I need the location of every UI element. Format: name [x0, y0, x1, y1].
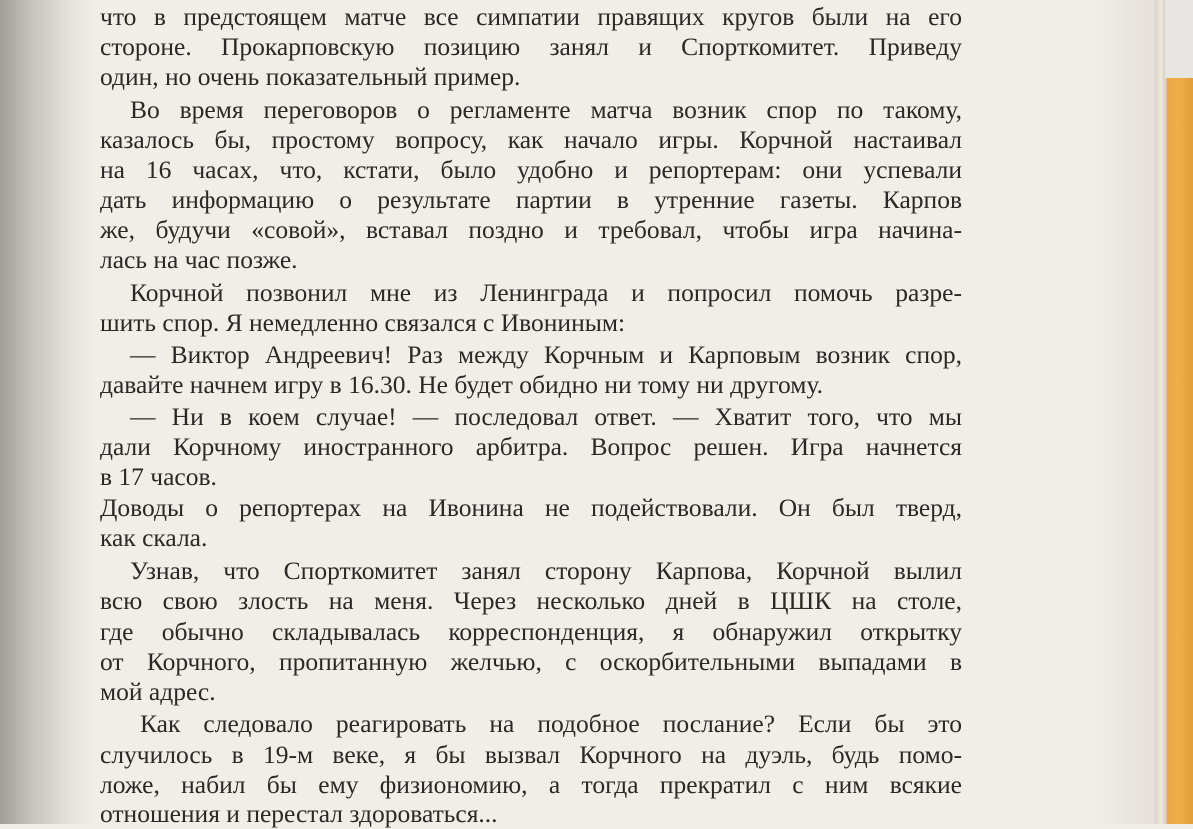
text-line: дать информацию о результате партии в утренние газеты. Карпов	[100, 185, 962, 214]
text-line: Узнав, что Спорткомитет занял сторону Карпова, Корчной вылил	[130, 556, 962, 585]
text-line: всю свою злость на меня. Через несколько дней в ЦШК на столе,	[100, 586, 962, 615]
text-line: от Корчного, пропитанную желчью, с оскорбительными выпадами в	[100, 647, 962, 676]
text-line: стороне. Прокарповскую позицию занял и Спорткомитет. Приведу	[100, 32, 962, 61]
text-line: шить спор. Я немедленно связался с Ивониным:	[100, 308, 626, 337]
text-line: в 17 часов.	[100, 462, 217, 491]
text-line: как скала.	[100, 523, 208, 552]
text-line: Корчной позвонил мне из Ленинграда и попросил помочь разре-	[130, 278, 962, 307]
text-line: что в предстоящем матче все симпатии правящих кругов были на его	[100, 2, 962, 31]
text-line: где обычно складывалась корреспонденция, я обнаружил открытку	[100, 617, 962, 646]
background-corner	[1165, 0, 1193, 78]
text-line: мой адрес.	[100, 677, 216, 706]
page-edge	[1155, 0, 1167, 824]
text-line: один, но очень показательный пример.	[100, 62, 521, 91]
text-line: отношения и перестал здороваться...	[100, 799, 498, 828]
page-gutter-shadow	[0, 0, 95, 824]
text-line: же, будучи «совой», вставал поздно и требовал, чтобы игра начина-	[100, 215, 962, 244]
text-line: — Ни в коем случае! — последовал ответ. — Хватит того, что мы	[130, 402, 962, 431]
text-line: казалось бы, простому вопросу, как начало игры. Корчной настаивал	[100, 125, 962, 154]
text-line: — Виктор Андреевич! Раз между Корчным и Карповым возник спор,	[130, 340, 962, 369]
text-line: Как следовало реагировать на подобное послание? Если бы это	[140, 709, 962, 738]
text-line: на 16 часах, что, кстати, было удобно и репортерам: они успевали	[100, 155, 962, 184]
text-line: лась на час позже.	[100, 245, 298, 274]
page-right-shadow	[1095, 0, 1155, 824]
text-line: Во время переговоров о регламенте матча возник спор по такому,	[130, 95, 962, 124]
text-line: Доводы о репортерах на Ивонина не подействовали. Он был тверд,	[100, 493, 962, 522]
text-line: ложе, набил бы ему физиономию, а тогда прекратил с ним всякие	[100, 770, 962, 799]
text-line: случилось в 19-м веке, я бы вызвал Корчного на дуэль, будь помо-	[100, 740, 962, 769]
text-line: дали Корчному иностранного арбитра. Вопрос решен. Игра начнется	[100, 432, 962, 461]
text-line: давайте начнем игру в 16.30. Не будет обидно ни тому ни другому.	[100, 370, 824, 399]
book-cover-edge	[1167, 0, 1193, 824]
